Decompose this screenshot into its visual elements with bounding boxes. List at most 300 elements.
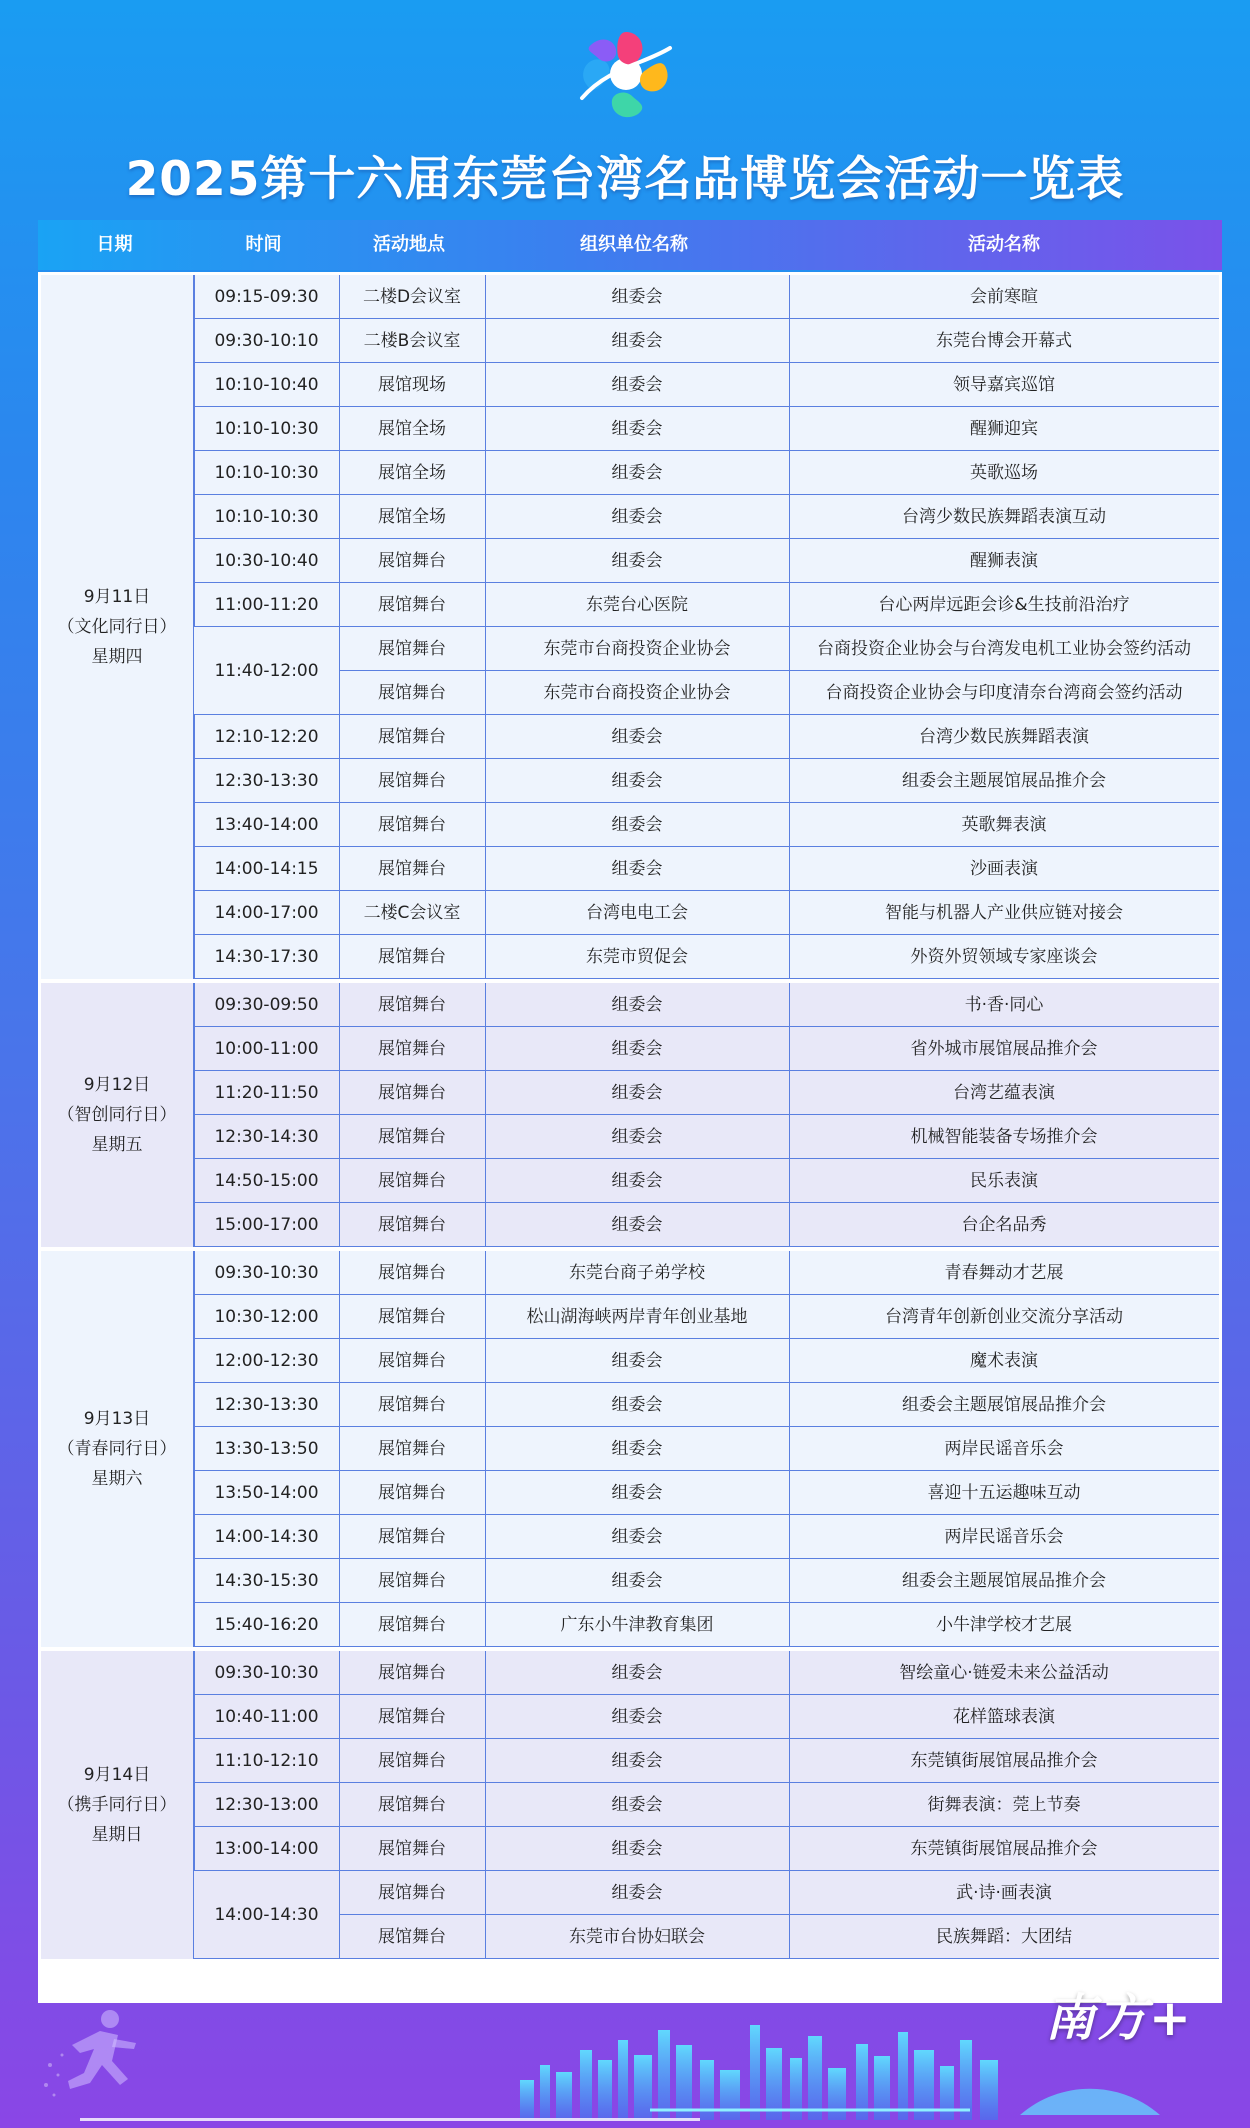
header-event: 活动名称: [968, 234, 1040, 255]
column-divider: [485, 1471, 486, 1514]
cell-event: 台湾少数民族舞蹈表演互动: [902, 507, 1106, 527]
column-divider: [194, 275, 195, 318]
table-row: [41, 363, 1219, 407]
cell-time: 11:20-11:50: [214, 1083, 319, 1103]
cell-event: 青春舞动才艺展: [944, 1263, 1064, 1283]
column-divider: [789, 539, 790, 582]
column-divider: [789, 1427, 790, 1470]
table-row: [41, 715, 1219, 759]
column-divider: [339, 1027, 340, 1070]
table-row: [41, 1695, 1219, 1739]
cell-time: 10:40-11:00: [214, 1707, 319, 1727]
cell-org: 东莞市台商投资企业协会: [543, 683, 731, 703]
cell-place: 展馆舞台: [378, 815, 446, 835]
column-divider: [485, 1071, 486, 1114]
cell-time: 12:30-13:30: [214, 1395, 319, 1415]
cell-place: 展馆舞台: [378, 1927, 446, 1947]
column-divider: [789, 495, 790, 538]
column-divider: [789, 891, 790, 934]
date-weekday: 星期五: [91, 1135, 143, 1155]
cell-org: 组委会: [611, 771, 663, 791]
cell-event: 组委会主题展馆展品推介会: [902, 771, 1106, 791]
table-row: [41, 803, 1219, 847]
column-divider: [339, 935, 340, 978]
cell-event: 组委会主题展馆展品推介会: [902, 1571, 1106, 1591]
column-divider: [194, 319, 195, 362]
column-divider: [485, 1871, 486, 1914]
column-divider: [485, 1559, 486, 1602]
cell-event: 组委会主题展馆展品推介会: [902, 1395, 1106, 1415]
column-divider: [789, 275, 790, 318]
cell-time: 09:15-09:30: [214, 287, 319, 307]
cell-time: 10:30-12:00: [214, 1307, 319, 1327]
column-divider: [789, 847, 790, 890]
column-divider: [339, 983, 340, 1026]
table-row: [41, 1827, 1219, 1871]
table-row: [41, 1383, 1219, 1427]
date-weekday: 星期日: [91, 1825, 143, 1845]
column-divider: [194, 803, 195, 846]
header-time: 时间: [245, 234, 282, 255]
cell-place: 展馆舞台: [378, 595, 446, 615]
cell-place: 展馆舞台: [378, 947, 446, 967]
column-divider: [339, 627, 340, 670]
column-divider: [485, 715, 486, 758]
date-theme: （智创同行日）: [57, 1105, 177, 1125]
cell-org: 东莞市台商投资企业协会: [543, 639, 731, 659]
cell-org: 组委会: [611, 859, 663, 879]
column-divider: [485, 451, 486, 494]
cell-org: 组委会: [611, 1483, 663, 1503]
cell-event: 会前寒暄: [970, 287, 1038, 307]
cell-org: 广东小牛津教育集团: [560, 1615, 714, 1635]
column-divider: [339, 1871, 340, 1914]
cell-org: 组委会: [611, 1707, 663, 1727]
cell-event: 醒狮迎宾: [970, 419, 1038, 439]
cell-event: 台商投资企业协会与台湾发电机工业协会签约活动: [817, 639, 1191, 659]
column-divider: [789, 1915, 790, 1958]
column-divider: [194, 1071, 195, 1114]
cell-place: 展馆舞台: [378, 1439, 446, 1459]
cell-time: 12:30-13:00: [214, 1795, 319, 1815]
column-divider: [339, 1295, 340, 1338]
column-divider: [485, 671, 486, 714]
column-divider: [339, 1071, 340, 1114]
table-row: [41, 1115, 1219, 1159]
column-divider: [789, 1071, 790, 1114]
column-divider: [194, 583, 195, 626]
page-title: 2025第十六届东莞台湾名品博览会活动一览表: [125, 152, 1125, 207]
column-divider: [194, 1251, 195, 1294]
cell-time: 13:40-14:00: [214, 815, 319, 835]
column-divider: [194, 1471, 195, 1514]
cell-org: 组委会: [611, 1839, 663, 1859]
cell-place: 展馆舞台: [378, 1663, 446, 1683]
cell-place: 展馆全场: [378, 507, 446, 527]
cell-time: 14:00-17:00: [214, 903, 319, 923]
column-divider: [789, 1695, 790, 1738]
cell-time: 14:30-15:30: [214, 1571, 319, 1591]
column-divider: [485, 1251, 486, 1294]
cell-time: 13:30-13:50: [214, 1439, 319, 1459]
column-divider: [789, 1515, 790, 1558]
column-divider: [194, 1651, 195, 1694]
cell-time: 12:10-12:20: [214, 727, 319, 747]
cell-event: 沙画表演: [970, 859, 1038, 879]
cell-org: 东莞台商子弟学校: [569, 1263, 705, 1283]
cell-org: 东莞市台协妇联会: [569, 1927, 705, 1947]
column-divider: [789, 1339, 790, 1382]
cell-place: 展馆舞台: [378, 1307, 446, 1327]
column-divider: [194, 1695, 195, 1738]
table-row: [41, 1295, 1219, 1339]
column-divider: [789, 803, 790, 846]
cell-time: 11:10-12:10: [214, 1751, 319, 1771]
column-divider: [789, 363, 790, 406]
column-divider: [789, 1159, 790, 1202]
cell-place: 展馆舞台: [378, 1707, 446, 1727]
cell-place: 展馆舞台: [378, 1883, 446, 1903]
cell-place: 展馆现场: [378, 375, 446, 395]
table-row: [41, 1739, 1219, 1783]
column-divider: [339, 1115, 340, 1158]
column-divider: [339, 275, 340, 318]
cell-org: 组委会: [611, 1083, 663, 1103]
cell-event: 领导嘉宾巡馆: [953, 375, 1055, 395]
cell-org: 松山湖海峡两岸青年创业基地: [526, 1307, 748, 1327]
cell-org: 组委会: [611, 375, 663, 395]
cell-place: 二楼B会议室: [363, 331, 461, 351]
cell-event: 英歌巡场: [970, 463, 1038, 483]
cell-place: 展馆舞台: [378, 1527, 446, 1547]
column-divider: [339, 715, 340, 758]
column-divider: [339, 891, 340, 934]
column-divider: [194, 847, 195, 890]
cell-place: 展馆舞台: [378, 1395, 446, 1415]
column-divider: [194, 451, 195, 494]
date-theme: （青春同行日）: [57, 1439, 177, 1459]
cell-event: 英歌舞表演: [961, 815, 1047, 835]
column-divider: [789, 1027, 790, 1070]
header-place: 活动地点: [373, 234, 445, 255]
date-cell: [41, 1251, 194, 1647]
date-weekday: 星期四: [91, 647, 143, 667]
column-divider: [339, 407, 340, 450]
column-divider: [194, 1559, 195, 1602]
cell-org: 组委会: [611, 1039, 663, 1059]
cell-time: 14:00-14:30: [214, 1527, 319, 1547]
cell-place: 展馆舞台: [378, 1215, 446, 1235]
cell-place: 展馆舞台: [378, 1127, 446, 1147]
cell-place: 展馆舞台: [378, 683, 446, 703]
cell-time: 14:30-17:30: [214, 947, 319, 967]
cell-time: 12:00-12:30: [214, 1351, 319, 1371]
cell-place: 展馆舞台: [378, 1483, 446, 1503]
cell-org: 组委会: [611, 1883, 663, 1903]
cell-time: 11:00-11:20: [214, 595, 319, 615]
cell-event: 智能与机器人产业供应链对接会: [885, 903, 1123, 923]
cell-org: 组委会: [611, 1663, 663, 1683]
table-row: [41, 1427, 1219, 1471]
date-cell: [41, 1651, 194, 1959]
column-divider: [789, 1295, 790, 1338]
column-divider: [789, 1251, 790, 1294]
table-row: [41, 847, 1219, 891]
cell-event: 东莞台博会开幕式: [936, 331, 1072, 351]
cell-org: 组委会: [611, 995, 663, 1015]
column-divider: [789, 407, 790, 450]
cell-time: 13:00-14:00: [214, 1839, 319, 1859]
header-org: 组织单位名称: [580, 234, 688, 255]
date-weekday: 星期六: [91, 1469, 143, 1489]
column-divider: [789, 1203, 790, 1246]
column-divider: [194, 1427, 195, 1470]
column-divider: [194, 495, 195, 538]
column-divider: [789, 627, 790, 670]
column-divider: [485, 1295, 486, 1338]
column-divider: [194, 891, 195, 934]
table-row: [41, 1559, 1219, 1603]
column-divider: [194, 1027, 195, 1070]
table-row: [41, 1783, 1219, 1827]
column-divider: [339, 1515, 340, 1558]
date-date: 9月13日: [83, 1409, 151, 1429]
column-divider: [789, 1871, 790, 1914]
column-divider: [789, 983, 790, 1026]
table-header: [38, 220, 1222, 270]
column-divider: [339, 1559, 340, 1602]
column-divider: [485, 891, 486, 934]
column-divider: [789, 1115, 790, 1158]
table-row: [41, 583, 1219, 627]
cell-time: 12:30-13:30: [214, 771, 319, 791]
header-date: 日期: [96, 234, 133, 255]
cell-event: 醒狮表演: [970, 551, 1038, 571]
column-divider: [485, 935, 486, 978]
cell-org: 组委会: [611, 1795, 663, 1815]
cell-event: 东莞镇街展馆展品推介会: [910, 1751, 1098, 1771]
cell-time: 14:50-15:00: [214, 1171, 319, 1191]
cell-org: 组委会: [611, 1439, 663, 1459]
column-divider: [789, 671, 790, 714]
column-divider: [339, 451, 340, 494]
cell-time: 10:10-10:40: [214, 375, 319, 395]
column-divider: [339, 1427, 340, 1470]
column-divider: [194, 983, 195, 1026]
column-divider: [789, 583, 790, 626]
column-divider: [194, 539, 195, 582]
column-divider: [194, 715, 195, 758]
column-divider: [339, 1827, 340, 1870]
column-divider: [485, 1515, 486, 1558]
cell-place: 展馆舞台: [378, 727, 446, 747]
cell-event: 喜迎十五运趣味互动: [927, 1483, 1081, 1503]
column-divider: [194, 759, 195, 802]
column-divider: [339, 495, 340, 538]
column-divider: [789, 1471, 790, 1514]
cell-time: 12:30-14:30: [214, 1127, 319, 1147]
table-row: [41, 935, 1219, 979]
table-row: [41, 891, 1219, 935]
cell-org: 台湾电电工会: [586, 903, 688, 923]
cell-event: 小牛津学校才艺展: [936, 1615, 1072, 1635]
cell-place: 二楼D会议室: [362, 287, 462, 307]
cell-time: 09:30-10:10: [214, 331, 319, 351]
column-divider: [485, 1383, 486, 1426]
column-divider: [339, 1251, 340, 1294]
table-row: [41, 1471, 1219, 1515]
cell-org: 组委会: [611, 287, 663, 307]
cell-event: 武·诗·画表演: [956, 1883, 1052, 1903]
cell-org: 组委会: [611, 1527, 663, 1547]
cell-place: 展馆全场: [378, 419, 446, 439]
cell-place: 展馆舞台: [378, 551, 446, 571]
cell-event: 外资外贸领域专家座谈会: [910, 947, 1098, 967]
cell-org: 组委会: [611, 1127, 663, 1147]
table-row: [41, 1027, 1219, 1071]
column-divider: [485, 1915, 486, 1958]
cell-place: 展馆舞台: [378, 771, 446, 791]
column-divider: [789, 451, 790, 494]
cell-place: 展馆舞台: [378, 1263, 446, 1283]
cell-org: 组委会: [611, 507, 663, 527]
column-divider: [194, 1827, 195, 1870]
cell-org: 组委会: [611, 1171, 663, 1191]
column-divider: [339, 1159, 340, 1202]
cell-event: 台商投资企业协会与印度清奈台湾商会签约活动: [825, 683, 1183, 703]
column-divider: [194, 1115, 195, 1158]
column-divider: [339, 1471, 340, 1514]
cell-org: 东莞台心医院: [586, 595, 688, 615]
column-divider: [485, 1827, 486, 1870]
cell-org: 组委会: [611, 1215, 663, 1235]
column-divider: [339, 363, 340, 406]
cell-time-merged: 14:00-14:30: [194, 1871, 339, 1959]
cell-place: 展馆舞台: [378, 859, 446, 879]
column-divider: [789, 1651, 790, 1694]
column-divider: [789, 935, 790, 978]
cell-place: 展馆舞台: [378, 1171, 446, 1191]
cell-event: 民乐表演: [970, 1171, 1038, 1191]
expo-logo: [578, 28, 674, 120]
cell-event: 书·香·同心: [964, 995, 1044, 1015]
column-divider: [194, 1783, 195, 1826]
cell-time: 10:10-10:30: [214, 463, 319, 483]
cell-org: 组委会: [611, 331, 663, 351]
column-divider: [485, 627, 486, 670]
cell-event: 两岸民谣音乐会: [944, 1527, 1064, 1547]
cell-event: 机械智能装备专场推介会: [910, 1127, 1098, 1147]
column-divider: [194, 407, 195, 450]
cell-place: 展馆舞台: [378, 1795, 446, 1815]
column-divider: [485, 1427, 486, 1470]
cell-place: 展馆舞台: [378, 639, 446, 659]
table-row: [41, 275, 1219, 319]
cell-place: 展馆舞台: [378, 1839, 446, 1859]
date-date: 9月12日: [83, 1075, 151, 1095]
table-row: [41, 1251, 1219, 1295]
table-row: [41, 1339, 1219, 1383]
cell-event: 两岸民谣音乐会: [944, 1439, 1064, 1459]
schedule-table: [38, 220, 1222, 2003]
column-divider: [485, 1339, 486, 1382]
column-divider: [789, 715, 790, 758]
cell-time: 15:00-17:00: [214, 1215, 319, 1235]
column-divider: [789, 1739, 790, 1782]
table-row: [41, 1515, 1219, 1559]
cell-place: 展馆舞台: [378, 1751, 446, 1771]
cell-event: 东莞镇街展馆展品推介会: [910, 1839, 1098, 1859]
column-divider: [789, 1383, 790, 1426]
column-divider: [339, 1339, 340, 1382]
date-date: 9月11日: [83, 587, 151, 607]
column-divider: [789, 1827, 790, 1870]
cell-event: 台湾青年创新创业交流分享活动: [885, 1307, 1123, 1327]
column-divider: [194, 1383, 195, 1426]
column-divider: [485, 319, 486, 362]
column-divider: [485, 495, 486, 538]
cell-place: 展馆舞台: [378, 1351, 446, 1371]
column-divider: [485, 1783, 486, 1826]
column-divider: [339, 1783, 340, 1826]
column-divider: [485, 983, 486, 1026]
column-divider: [485, 1695, 486, 1738]
column-divider: [485, 1027, 486, 1070]
runner-silhouette: [40, 2005, 150, 2105]
table-row: [41, 983, 1219, 1027]
table-row: [41, 1159, 1219, 1203]
cell-time: 15:40-16:20: [214, 1615, 319, 1635]
date-cell: [41, 275, 194, 979]
column-divider: [339, 583, 340, 626]
table-row: [41, 407, 1219, 451]
cell-place: 展馆舞台: [378, 1615, 446, 1635]
cell-org: 组委会: [611, 1351, 663, 1371]
cell-place: 二楼C会议室: [363, 903, 461, 923]
cell-org: 组委会: [611, 1395, 663, 1415]
table-row: [41, 1071, 1219, 1115]
column-divider: [485, 539, 486, 582]
column-divider: [339, 319, 340, 362]
cell-org: 组委会: [611, 815, 663, 835]
cell-event: 街舞表演：莞上节奏: [927, 1795, 1081, 1815]
cell-time: 10:10-10:30: [214, 419, 319, 439]
column-divider: [339, 1203, 340, 1246]
table-row: [41, 1203, 1219, 1247]
table-row: [41, 451, 1219, 495]
column-divider: [485, 1739, 486, 1782]
cell-event: 民族舞蹈：大团结: [936, 1927, 1072, 1947]
column-divider: [339, 671, 340, 714]
cell-org: 组委会: [611, 463, 663, 483]
table-row: [41, 1651, 1219, 1695]
column-divider: [485, 407, 486, 450]
column-divider: [339, 1695, 340, 1738]
column-divider: [485, 363, 486, 406]
column-divider: [194, 1159, 195, 1202]
column-divider: [485, 1603, 486, 1646]
cell-org: 组委会: [611, 551, 663, 571]
cell-time-merged: 11:40-12:00: [194, 627, 339, 715]
column-divider: [339, 1383, 340, 1426]
cell-event: 省外城市展馆展品推介会: [910, 1039, 1098, 1059]
column-divider: [789, 1783, 790, 1826]
cell-event: 花样篮球表演: [953, 1707, 1055, 1727]
column-divider: [194, 1739, 195, 1782]
cell-org: 组委会: [611, 727, 663, 747]
column-divider: [485, 275, 486, 318]
column-divider: [194, 1295, 195, 1338]
